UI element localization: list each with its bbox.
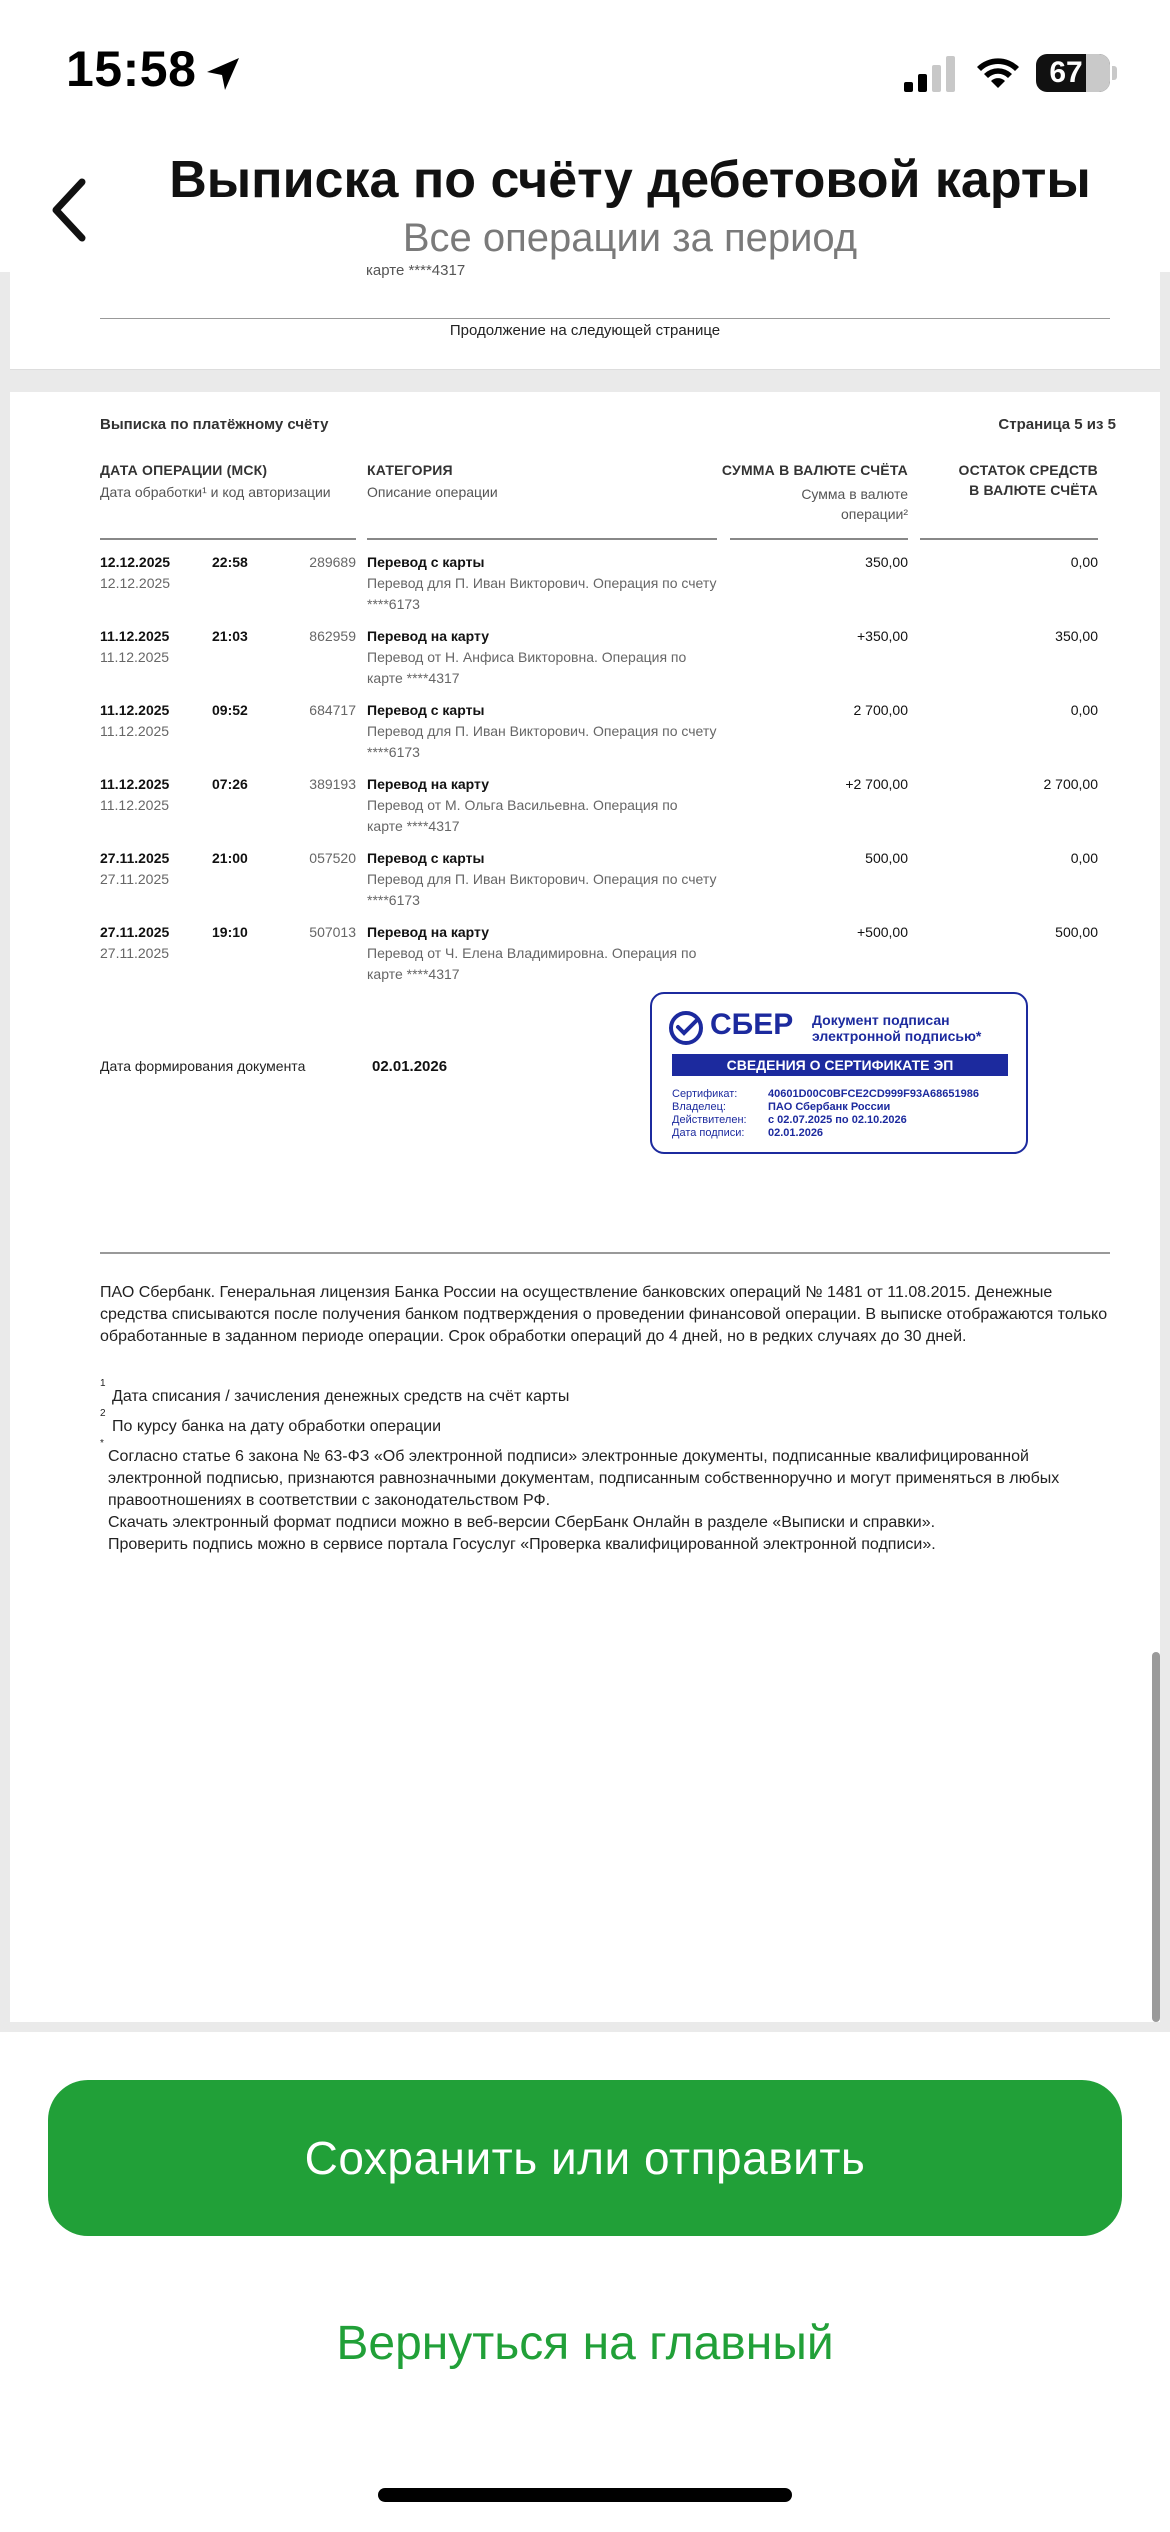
- e-signature-stamp: [650, 992, 1028, 1154]
- footnote-2: По курсу банка на дату обработки операции: [112, 1418, 442, 1435]
- amount: 500,00: [865, 850, 908, 866]
- description: Перевод для П. Иван Викторович. Операция по счету ****6173: [367, 723, 717, 760]
- footnote-4: Скачать электронный формат подписи можно в веб-версии СберБанк Онлайн в разделе «Выписки и справки».: [108, 1514, 936, 1531]
- column-divider: [920, 538, 1098, 540]
- col-category-sub: Описание операции: [367, 484, 498, 500]
- back-chevron-icon[interactable]: [40, 170, 110, 250]
- category: Перевод на карту: [367, 628, 490, 644]
- description: Перевод от М. Ольга Васильевна. Операция по карте ****4317: [367, 797, 678, 834]
- op-date: 11.12.2025: [100, 776, 170, 792]
- battery-level: 67: [1049, 56, 1083, 89]
- cellular-signal-icon: [902, 54, 958, 94]
- owner-label: Владелец:: [672, 1101, 726, 1113]
- balance: 500,00: [1055, 924, 1098, 940]
- op-date: 11.12.2025: [100, 702, 170, 718]
- divider: [100, 318, 1110, 319]
- processed-date: 11.12.2025: [100, 797, 170, 813]
- footnote-mark: 2: [100, 1408, 106, 1419]
- col-date-head: ДАТА ОПЕРАЦИИ (МСК): [100, 462, 268, 478]
- statement-label: Выписка по платёжному счёту: [100, 416, 329, 433]
- op-time: 09:52: [212, 702, 248, 718]
- balance: 0,00: [1070, 554, 1098, 570]
- prev-page-clipped-text: карте ****4317: [366, 262, 466, 279]
- amount: +500,00: [857, 924, 908, 940]
- transaction-row: [10, 552, 1160, 626]
- description: Перевод от Н. Анфиса Викторовна. Операция по карте ****4317: [367, 649, 687, 686]
- page-subtitle: Все операции за период: [402, 216, 858, 260]
- footnote-3: Согласно статье 6 закона № 63-ФЗ «Об электронной подписи» электронные документы, подписанные квалифицированной электронной подписью, признаются равнозначными документам, подписанным собственноручно и могут применяться в любых правоотношениях в соответствии с законодательством РФ.: [108, 1448, 1060, 1509]
- transaction-row: [10, 700, 1160, 774]
- auth-code: 389193: [309, 776, 356, 792]
- balance: 350,00: [1055, 628, 1098, 644]
- stamp-cert-bar: СВЕДЕНИЯ О СЕРТИФИКАТЕ ЭП: [672, 1054, 1008, 1076]
- scrollbar[interactable]: [1152, 1652, 1160, 2022]
- stamp-brand: СБЕР: [710, 1008, 794, 1041]
- processed-date: 11.12.2025: [100, 649, 170, 665]
- op-date: 11.12.2025: [100, 628, 170, 644]
- column-divider: [367, 538, 717, 540]
- auth-code: 507013: [309, 924, 356, 940]
- transaction-row: [10, 774, 1160, 848]
- footnote-5: Проверить подпись можно в сервисе портала Госуслуг «Проверка квалифицированной электронной подписи».: [108, 1536, 936, 1553]
- sber-logo-icon: [668, 1010, 704, 1046]
- op-time: 07:26: [212, 776, 248, 792]
- transaction-row: [10, 922, 1160, 996]
- doc-date: 02.01.2026: [372, 1058, 448, 1075]
- amount: +350,00: [857, 628, 908, 644]
- sign-date-label: Дата подписи:: [672, 1127, 745, 1139]
- category: Перевод с карты: [367, 554, 485, 570]
- col-balance-head: ОСТАТОК СРЕДСТВ В ВАЛЮТЕ СЧЁТА: [958, 462, 1098, 498]
- wifi-icon: [974, 52, 1022, 92]
- location-arrow-icon: [203, 54, 243, 94]
- doc-date-label: Дата формирования документа: [100, 1058, 306, 1074]
- save-or-send-button[interactable]: Сохранить или отправить: [48, 2080, 1122, 2236]
- op-date: 27.11.2025: [100, 924, 170, 940]
- col-date-sub: Дата обработки¹ и код авторизации: [100, 484, 331, 500]
- category: Перевод с карты: [367, 702, 485, 718]
- page-number: Страница 5 из 5: [998, 416, 1116, 433]
- amount: 350,00: [865, 554, 908, 570]
- op-time: 22:58: [212, 554, 248, 570]
- column-divider: [730, 538, 908, 540]
- divider: [100, 1252, 1110, 1254]
- processed-date: 27.11.2025: [100, 945, 170, 961]
- valid-value: с 02.07.2025 по 02.10.2026: [768, 1114, 907, 1126]
- amount: 2 700,00: [853, 702, 908, 718]
- owner-value: ПАО Сбербанк России: [768, 1101, 891, 1113]
- op-date: 12.12.2025: [100, 554, 171, 570]
- transaction-row: [10, 848, 1160, 922]
- sign-date-value: 02.01.2026: [768, 1127, 824, 1139]
- auth-code: 057520: [309, 850, 356, 866]
- category: Перевод на карту: [367, 776, 490, 792]
- cert-label: Сертификат:: [672, 1088, 738, 1100]
- transaction-row: [10, 626, 1160, 700]
- category: Перевод с карты: [367, 850, 485, 866]
- balance: 0,00: [1070, 702, 1098, 718]
- col-amount-sub: Сумма в валюте операции²: [801, 486, 908, 522]
- op-time: 21:03: [212, 628, 248, 644]
- op-time: 21:00: [212, 850, 248, 866]
- back-to-home-link[interactable]: Вернуться на главный: [336, 2317, 834, 2370]
- footnote-mark: *: [100, 1438, 104, 1449]
- amount: +2 700,00: [845, 776, 908, 792]
- description: Перевод от Ч. Елена Владимировна. Операция по карте ****4317: [367, 945, 697, 982]
- category: Перевод на карту: [367, 924, 490, 940]
- status-bar: [0, 0, 1170, 140]
- op-date: 27.11.2025: [100, 850, 170, 866]
- column-divider: [100, 538, 356, 540]
- processed-date: 11.12.2025: [100, 723, 170, 739]
- col-amount-head: СУММА В ВАЛЮТЕ СЧЁТА: [721, 462, 908, 478]
- balance: 0,00: [1070, 850, 1098, 866]
- footnote-1: Дата списания / зачисления денежных средств на счёт карты: [112, 1388, 570, 1405]
- description: Перевод для П. Иван Викторович. Операция по счету ****6173: [367, 871, 717, 908]
- document-viewer[interactable]: [0, 262, 1170, 2032]
- license-paragraph: ПАО Сбербанк. Генеральная лицензия Банка России на осуществление банковских операций № 1481 от 11.08.2015. Денежные средства списываются после получения банком подтверждения о проведении финансовой операции. В выписке отображаются только обработанные в заданном периоде операции. Срок обработки операций до 4 дней, но в редких случаях до 30 дней.: [100, 1284, 1108, 1345]
- col-category-head: КАТЕГОРИЯ: [367, 462, 453, 478]
- battery-icon: [1036, 54, 1116, 92]
- cert-value: 40601D00C0BFCE2CD999F93A68651986: [768, 1088, 979, 1100]
- statement-page: [10, 392, 1160, 2022]
- footnote-mark: 1: [100, 1378, 106, 1389]
- processed-date: 12.12.2025: [100, 575, 171, 591]
- page-title: Выписка по счёту дебетовой карты: [169, 151, 1091, 209]
- description: Перевод для П. Иван Викторович. Операция по счету ****6173: [367, 575, 717, 612]
- valid-label: Действителен:: [672, 1114, 747, 1126]
- auth-code: 289689: [309, 554, 356, 570]
- processed-date: 27.11.2025: [100, 871, 170, 887]
- stamp-note: Документ подписан электронной подписью*: [812, 1012, 982, 1044]
- status-time: 15:58: [66, 41, 197, 97]
- op-time: 19:10: [212, 924, 248, 940]
- previous-page: [10, 262, 1160, 370]
- home-indicator[interactable]: [378, 2488, 792, 2502]
- continue-note: Продолжение на следующей странице: [449, 322, 721, 339]
- balance: 2 700,00: [1043, 776, 1098, 792]
- auth-code: 684717: [309, 702, 356, 718]
- header: [0, 140, 1170, 272]
- auth-code: 862959: [309, 628, 356, 644]
